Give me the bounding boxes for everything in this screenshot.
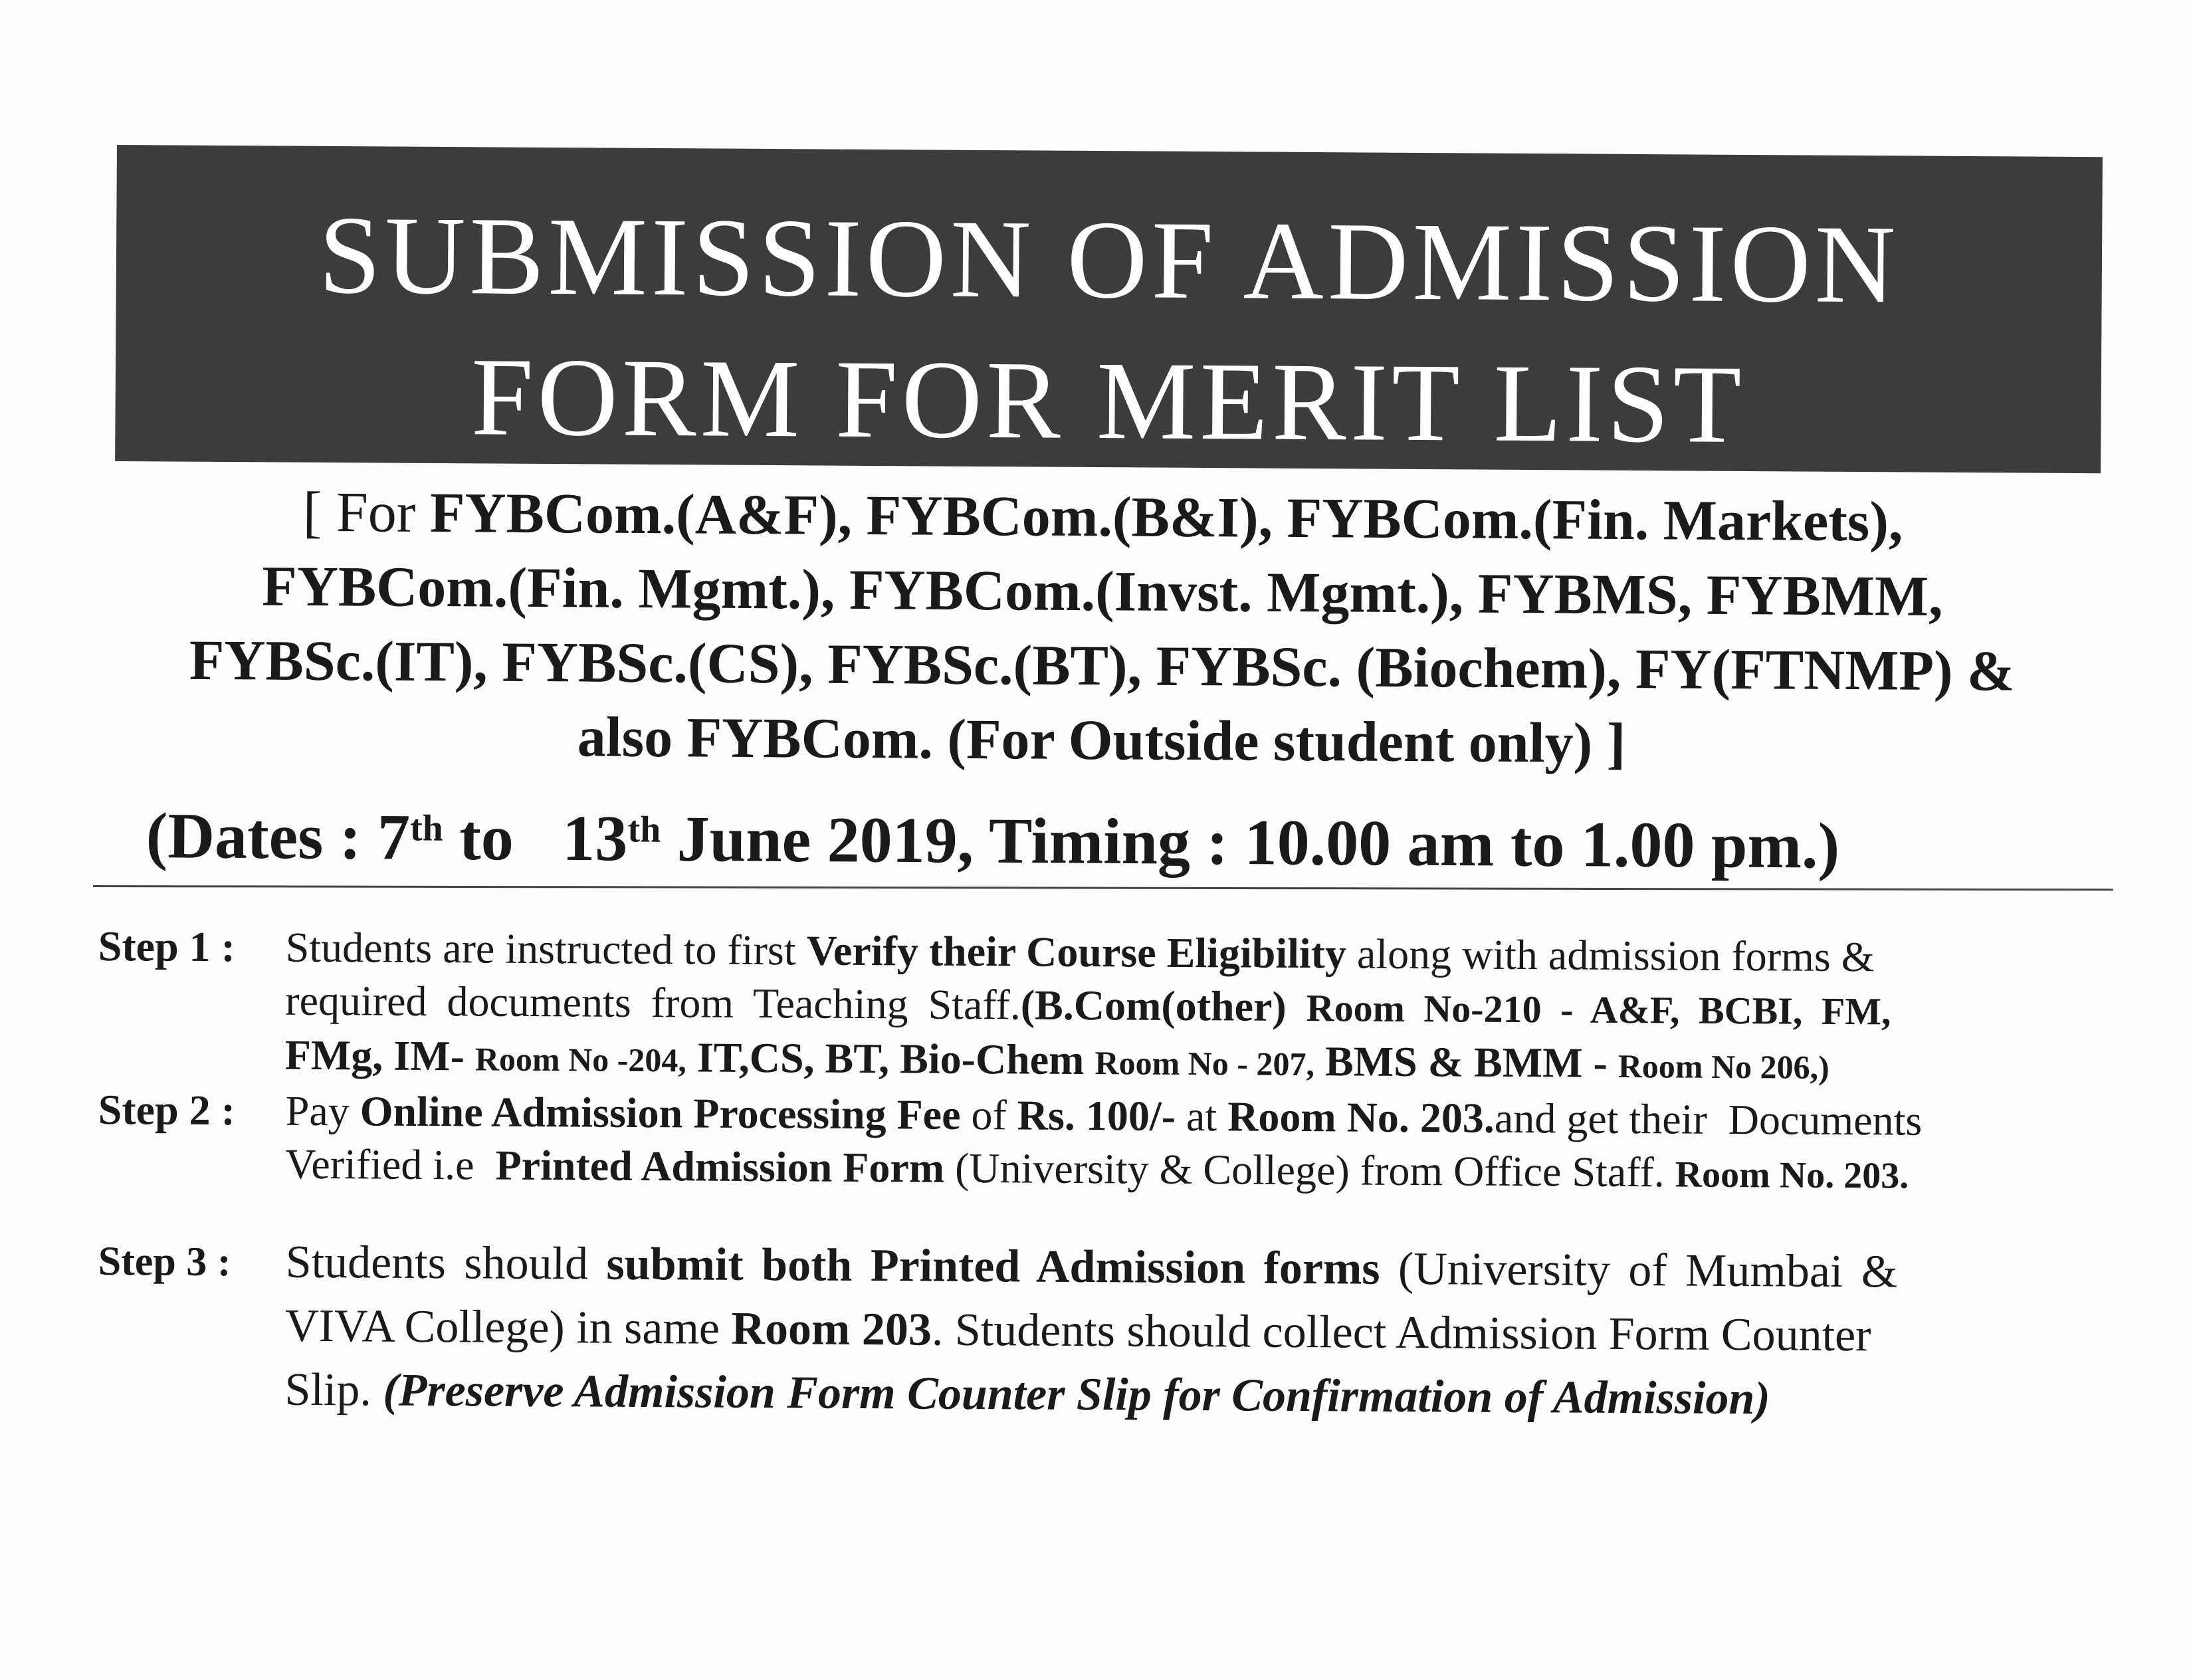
step-1-room: Room No -204, [474, 1040, 687, 1079]
step-1-emphasis: (B.Com(other) [1020, 981, 1306, 1031]
step-1-body [284, 921, 2111, 1096]
step-1 [98, 920, 2112, 1087]
step-3-text: VIVA College) in same [284, 1300, 732, 1354]
step-2-text: Verified i.e [285, 1140, 496, 1189]
step-1-label: Step 1 : [98, 922, 236, 971]
course-line-4: also FYBCom. (For Outside student only) ] [577, 704, 1626, 776]
step-3-line-2 [285, 1295, 2112, 1370]
title-line-1: SUBMISSION OF ADMISSION [318, 193, 1900, 327]
step-3-text: . Students should collect Admission Form Counter [931, 1304, 1871, 1362]
step-1-room: Room No 206,) [1618, 1047, 1829, 1086]
course-line-2: FYBCom.(Fin. Mgmt.), FYBCom.(Invst. Mgmt.), FYBMS, FYBMM, [261, 554, 1943, 628]
step-3-line-3 [284, 1358, 2111, 1433]
step-1-text: required documents from Teaching Staff. [285, 976, 1021, 1029]
step-2-text: at [1175, 1092, 1228, 1140]
dates-timing [146, 796, 2113, 888]
dates-sup-2: th [627, 809, 661, 851]
step-3 [98, 1229, 2112, 1425]
dates-post: June 2019, Timing : 10.00 am to 1.00 pm.) [660, 803, 1840, 883]
title-line-2: FORM FOR MERIT LIST [470, 335, 1746, 467]
step-2-emphasis: Printed Admission Form [495, 1141, 945, 1192]
step-3-room: Room 203 [731, 1303, 932, 1356]
step-2-room: Room No. 203. [1675, 1154, 1909, 1197]
course-list [98, 473, 2107, 783]
step-3-note: (Preserve Admission Form Counter Slip for Confirmation of Admission) [383, 1364, 1770, 1425]
step-3-text: Slip. [284, 1364, 383, 1416]
step-2-text: (University & College) from Office Staff. [944, 1144, 1675, 1196]
step-2-body [285, 1085, 2112, 1204]
course-line-1 [99, 473, 2107, 560]
course-line-1-text: FYBCom.(A&F), FYBCom.(B&I), FYBCom.(Fin. Markets), [429, 480, 1903, 554]
step-2-text: of [960, 1091, 1018, 1139]
step-1-emphasis: Verify their Course Eligibility [806, 926, 1347, 978]
step-1-room: Room No - 207, [1095, 1044, 1315, 1083]
step-1-emphasis: IT,CS, BT, Bio-Chem [686, 1033, 1095, 1084]
step-1-text: Students are instructed to first [285, 923, 807, 974]
step-2-fee: Rs. 100/- [1017, 1091, 1176, 1140]
step-3-body [284, 1231, 2112, 1433]
step-1-emphasis: FMg, IM- [284, 1031, 476, 1080]
dates-sup-1: th [409, 807, 444, 849]
dates-mid: to 13 [443, 801, 628, 875]
step-3-text: (University of Mumbai & [1380, 1243, 1898, 1298]
step-2-text: and get their Documents [1494, 1094, 1923, 1144]
course-line-3: FYBSc.(IT), FYBSc.(CS), FYBSc.(BT), FYBSc. (Biochem), FY(FTNMP) & [189, 627, 2015, 703]
step-2-text: Pay [285, 1087, 360, 1135]
step-3-line-1 [285, 1231, 2112, 1306]
step-1-text: along with admission forms & [1346, 930, 1875, 981]
step-3-text: Students should [285, 1236, 607, 1290]
step-3-emphasis: submit both Printed Admission forms [606, 1238, 1380, 1295]
step-2-label: Step 2 : [98, 1085, 236, 1134]
step-2-emphasis: Online Admission Processing Fee [360, 1087, 961, 1138]
title-banner [115, 145, 2103, 473]
step-1-rooms: Room No-210 - A&F, BCBI, FM, [1306, 986, 1891, 1033]
step-2-line-2 [285, 1138, 2111, 1204]
dates-pre: (Dates : 7 [146, 799, 411, 874]
step-1-emphasis: BMS & BMM - [1314, 1037, 1619, 1087]
step-3-label: Step 3 : [98, 1238, 231, 1285]
course-list-open: [ For [302, 479, 431, 545]
step-2-room: Room No. 203. [1227, 1093, 1495, 1142]
